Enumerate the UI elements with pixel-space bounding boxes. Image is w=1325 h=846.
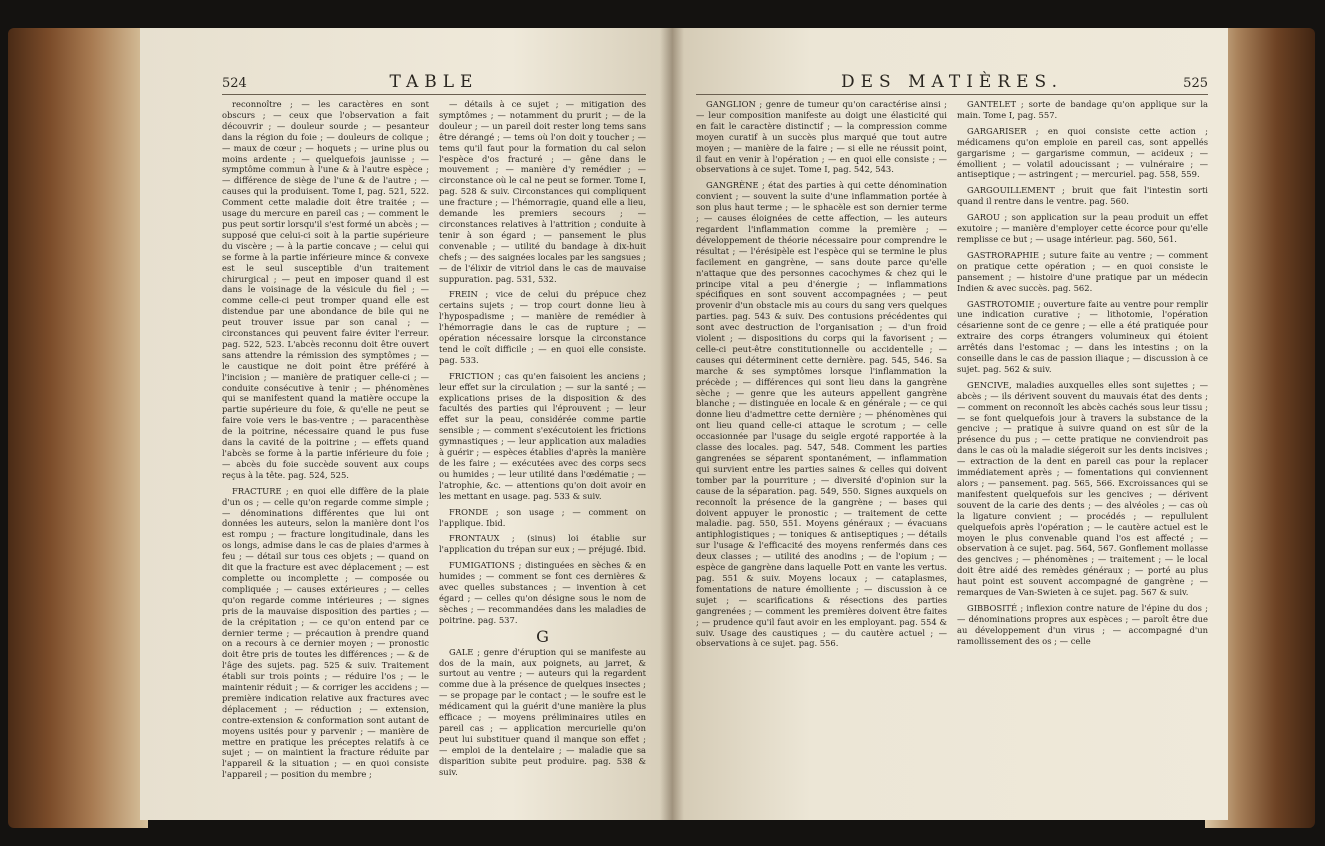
entry-gastrotomie: GASTROTOMIE ; ouverture faite au ventre pour remplir une indication curative ; — lithotomie, l'opération césarienne sont de ce genre ; — elle a été pratiquée pour extraire des corps étrangers volumineux qui étoient arrêtés dans l'estomac ; — dans les intestins ; on la conseille dans le cas de passion iliaque ; — discussion à ce sujet. pag. 562 & suiv. [957,298,1208,374]
entry-foie-continued: reconnoître ; — les caractères en sont obscurs ; — ceux que l'observation a fait découvrir ; — douleur sourde ; — pesanteur dans la région du foie ; — douleurs de colique ; — maux de cœur ; — hoquets ; — urine plus ou moins ardente ; — quelquefois jaunisse ; — symptôme commun à l'une & à l'autre espèce ; — différence de siège de l'une & de l'autre ; — causes qui la produisent. Tome I, pag. 521, 522. Comment cette maladie doit être traitée ; — usage du mercure en pareil cas ; — comment le pus peut sortir lorsqu'il s'est formé un abcès ; — supposé que celui-ci soit à la partie supérieure du viscère ; — à la partie concave ; — celui qui se forme à la partie inférieure mince & convexe est le seul susceptible d'un traitement chirurgical ; — peut en imposer quand il est dans le voisinage de la vésicule du fiel ; — comme celle-ci peut tromper quand elle est distendue par une abondance de bile qui ne peut trouver issue par son canal ; — circonstances qui peuvent faire éviter l'erreur. pag. 522, 523. L'abcès reconnu doit être ouvert sans attendre la rémission des symptômes ; — le caustique ne doit point être préféré à l'incision ; — manière de pratiquer celle-ci ; — conduite consécutive à tenir ; — phénomènes qui se manifestent quand la matière occupe la partie supérieure du foie, & qu'elle ne peut se faire voie vers le bas-ventre ; — paracenthèse de la poitrine, nécessaire quand le pus fuse dans la cavité de la poitrine ; — effets quand l'abcès se forme à la partie inférieure du foie ; — abcès du foie succède souvent aux coups reçus à la tête. pag. 524, 525. [222,99,429,480]
entry-gargariser: GARGARISER ; en quoi consiste cette action ; médicamens qu'on emploie en pareil cas, sont appellés gargarisme ; — gargarisme commun, — acideux ; — émollient ; — volatil adoucissant ; — vulnéraire ; — antiseptique ; — astringent ; — mercuriel. pag. 558, 559. [957,125,1208,180]
entry-fumigations: FUMIGATIONS ; distinguées en sèches & en humides ; — comment se font ces dernières & avec quelles substances ; — invention à cet égard ; — celles qu'on désigne sous le nom de sèches ; — recommandées dans les maladies de poitrine. pag. 537. [439,560,646,625]
entry-frontaux: FRONTAUX ; (sinus) loi établie sur l'application du trépan sur eux ; — préjugé. Ibid. [439,533,646,555]
entry-gantelet: GANTELET ; sorte de bandage qu'on applique sur la main. Tome I, pag. 557. [957,99,1208,120]
entry-ganglion: GANGLION ; genre de tumeur qu'on caractérise ainsi ; — leur composition manifeste au doigt une élasticité qui en fait le caractère distinctif ; — la compression comme moyen curatif à un succès plus marqué que tout autre moyen ; — manière de la faire ; — si elle ne réussit point, il faut en venir à l'opération ; — en quoi elle consiste ; — observations à ce sujet. Tome I, pag. 542, 543. [696,99,947,175]
entry-garou: GAROU ; son application sur la peau produit un effet exutoire ; — manière d'employer cette écorce pour qu'elle remplisse ce but ; — usage intérieur. pag. 560, 561. [957,212,1208,244]
entry-gastroraphie: GASTRORAPHIE ; suture faite au ventre ; — comment on pratique cette opération ; — en quoi consiste le pansement ; — histoire d'une pratique par un médecin Indien & avec succès. pag. 562. [957,249,1208,293]
left-column-2 [439,99,646,785]
right-running-title: DES MATIÈRES. [841,72,1063,92]
entry-fracture: FRACTURE ; en quoi elle diffère de la plaie d'un os ; — celle qu'on regarde comme simple ; — dénominations différentes que lui ont données les auteurs, selon la manière dont l'os est rompu ; — fracture longitudinale, dans les os longs, admise dans le cas de plaies d'armes à feu ; — détail sur tous ces objets ; — quand on dit que la fracture est avec déplacement ; — est complette ou incomplette ; — composée ou compliquée ; — causes extérieures ; — celles qu'on regarde comme intérieures ; — signes pris de la mauvaise disposition des parties ; — de la crépitation ; — ce qu'on entend par ce dernier terme ; — précaution à prendre quand on a recours à ce dernier moyen ; — pronostic doit être pris de toutes les différences ; — & de l'âge des sujets. pag. 525 & suiv. Traitement établi sur trois points ; — réduire l'os ; — le maintenir réduit ; — & corriger les accidens ; — première indication relative aux fractures avec déplacement ; — réduction ; — extension, contre-extension & conformation sont autant de moyens usités pour y parvenir ; — manière de mettre en pratique les préceptes relatifs à ce sujet ; — on maintient la fracture réduite par l'appareil & la situation ; — en quoi consiste l'appareil ; — position du membre ; [222,485,429,780]
entry-frein: FREIN ; vice de celui du prépuce chez certains sujets ; — trop court donne lieu à l'hypospadisme ; — manière de remédier à l'hémorragie dans le cas de rupture ; — opération nécessaire lorsque la circonstance tend le coït difficile ; — en quoi elle consiste. pag. 533. [439,289,646,365]
left-running-title: TABLE [389,72,479,92]
left-column-1 [222,99,429,785]
right-column-1 [696,99,947,654]
entry-gale: GALE ; genre d'éruption qui se manifeste au dos de la main, aux poignets, au jarret, & surtout au ventre ; — auteurs qui la regardent comme due à la présence de quelques insectes ; — se propage par le contact ; — le soufre est le médicament qui la guérit d'une manière la plus efficace ; — moyens préliminaires utiles en pareil cas ; — application mercurielle qu'on peut lui substituer quand il manque son effet ; — emploi de la dentelaire ; — maladie que sa disparition subite peut produire. pag. 538 & suiv. [439,646,646,777]
left-page-number: 524 [222,76,247,91]
entry-gangrene: GANGRÈNE ; état des parties à qui cette dénomination convient ; — souvent la suite d'une inflammation portée à son plus haut terme ; — le sphacèle est son dernier terme ; — causes éloignées de cette affection, — les auteurs regardent l'inflammation comme la première ; — développement de théorie nécessaire pour comprendre le résultat ; — l'érésipèle est l'espèce qui se termine le plus facilement en gangrène, — sans doute parce qu'elle n'attaque que des personnes cacochymes & chez qui le principe vital a peu d'énergie ; — inflammations spécifiques en sont souvent accompagnées ; — peut provenir d'un obstacle mis au cours du sang vers quelques parties. pag. 543 & suiv. Des contusions précédentes qui sont avec destruction de l'organisation ; — d'un froid violent ; — dispositions du corps qui la favorisent ; — celle-ci peut-être constitutionnelle ou accidentelle ; — causes qui déterminent cette dernière. pag. 545, 546. Sa marche & ses symptômes lorsque l'inflammation la précède ; — différences qui sont lieu dans la gangrène sèche ; — genre que les auteurs appellent gangrène blanche ; — distinguée en locale & en générale ; — ce qui donne lieu d'admettre cette dernière ; — phénomènes qui ont lieu quand celle-ci attaque le scrotum ; — celle occasionnée par l'usage du seigle ergoté rapportée à la classe des locales. pag. 547, 548. Comment les parties gangrenées se séparent spontanément, — inflammation qui survient entre les parties saines & celles qui doivent tomber par la pourriture ; — diversité d'opinion sur la cause de la séparation. pag. 549, 550. Signes auxquels on reconnoît la présence de la gangrène ; — bases qui doivent appuyer le pronostic ; — traitement de cette maladie. pag. 550, 551. Moyens généraux ; — évacuans antiphlogistiques ; — toniques & antiseptiques ; — détails sur l'usage & l'efficacité des moyens renfermés dans ces deux classes ; — utilité des anodins ; — de l'opium ; — espèce de gangrène dans laquelle Pott en vante les vertus. pag. 551 & suiv. Moyens locaux ; — cataplasmes, fomentations de nature émolliente ; — discussion à ce sujet ; — scarifications & résections des parties gangrenées ; — comment les premières doivent être faites ; — prudence qu'il faut avoir en les employant. pag. 554 & suiv. Usage des caustiques ; — du cautère actuel ; — observations à ce sujet. pag. 556. [696,180,947,649]
entry-fracture-continued: — détails à ce sujet ; — mitigation des symptômes ; — notamment du prurit ; — de la douleur ; — un pareil doit rester long tems sans être dérangé ; — tems où l'on doit y toucher ; — tems qu'il faut pour la formation du cal selon l'espèce d'os fracturé ; — gêne dans le mouvement ; — manière d'y remédier ; — circonstance où le cal ne peut se former. Tome I, pag. 528 & suiv. Circonstances qui compliquent une fracture ; — l'hémorragie, quand elle a lieu, demande les premiers secours ; — circonstances relatives à l'attrition ; conduite à tenir à son égard ; — pansement le plus convenable ; — utilité du bandage à dix-huit chefs ; — des saignées locales par les sangsues ; — de l'élixir de vitriol dans le cas de mauvaise suppuration. pag. 531, 532. [439,99,646,284]
left-page-columns [222,99,646,785]
entry-gargouillement: GARGOUILLEMENT ; bruit que fait l'intestin sorti quand il rentre dans le ventre. pag. 560. [957,185,1208,207]
section-letter-g: G [536,626,549,646]
right-column-2 [957,99,1208,654]
left-page-header [222,72,646,95]
right-page-columns [696,99,1208,654]
right-page [672,28,1228,820]
entry-friction: FRICTION ; cas qu'en faisoient les anciens ; leur effet sur la circulation ; — sur la santé ; — explications prises de la disposition & des facultés des parties qui l'éprouvent ; — leur effet sur la peau, considérée comme partie sensible ; — comment s'exécutoient les frictions gymnastiques ; — leur application aux maladies à guérir ; — espèces établies d'après la manière de les faire ; — exécutées avec des corps secs ou humides ; — leur utilité dans l'œdématie ; — l'atrophie, &c. — attentions qu'on doit avoir en les mettant en usage. pag. 533 & suiv. [439,370,646,501]
left-page-block-edge [8,28,148,828]
right-page-number: 525 [1183,76,1208,91]
entry-gibbosite: GIBBOSITÉ ; inflexion contre nature de l'épine du dos ; — dénominations propres aux espèces ; — paroît être due au développement d'un virus ; — accompagné d'un ramollissement des os ; — celle [957,602,1208,646]
entry-fronde: FRONDE ; son usage ; — comment on l'applique. Ibid. [439,506,646,528]
book-gutter-shadow [660,28,684,820]
left-page [140,28,672,820]
entry-gencive: GENCIVE, maladies auxquelles elles sont sujettes ; — abcès ; — ils dérivent souvent du mauvais état des dents ; — comment on reconnoît les abcès cachés sous leur tissu ; — se font quelquefois jour à travers la substance de la gencive ; — pratique à suivre quand on est sûr de la présence du pus ; — cette pratique ne conviendroit pas dans le cas où la maladie siégeroit sur les dents incisives ; — extraction de la dent en pareil cas pour la replacer immédiatement après ; — fomentations qui conviennent alors ; — pansement. pag. 565, 566. Excroissances qui se manifestent quelquefois sur les gencives ; — dérivent souvent de la carie des dents ; — des alvéoles ; — cas où la ligature convient ; — procédés ; — repullulent quelquefois après l'opération ; — le cautère actuel est le moyen le plus convenable quand l'os est affecté ; — observation à ce sujet. pag. 564, 567. Gonflement mollasse des gencives ; — phénomènes ; — traitement ; — le local doit être aidé des remèdes généraux ; — porté au plus haut point est souvent accompagné de gangrène ; — remarques de Van-Swieten à ce sujet. pag. 567 & suiv. [957,379,1208,598]
right-page-header [696,72,1208,95]
